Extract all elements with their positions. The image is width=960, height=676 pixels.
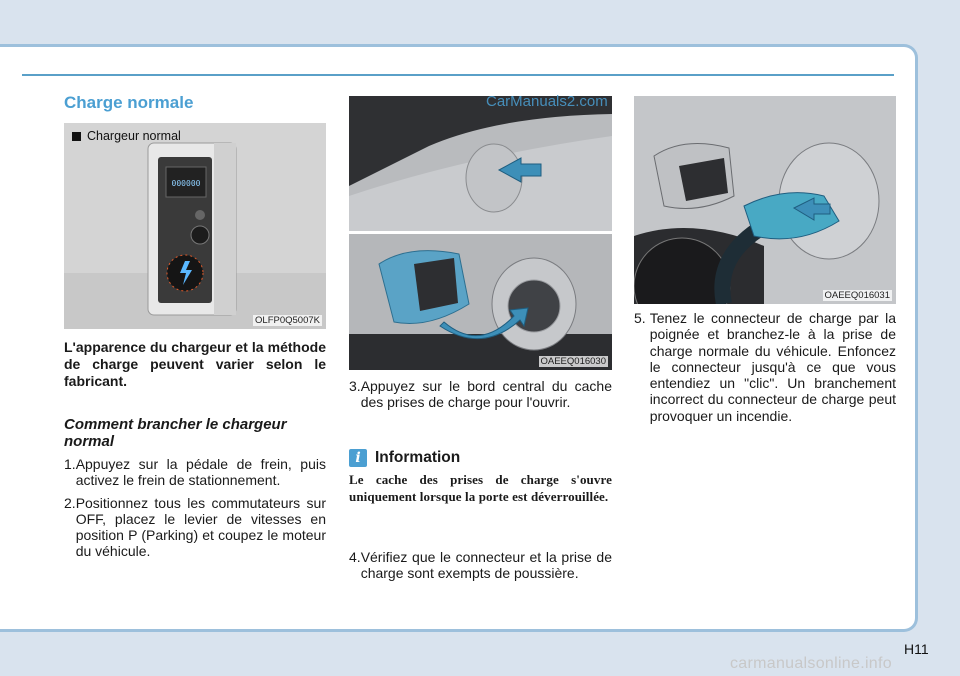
step-item: 2. Positionnez tous les commutateurs sur OFF, placez le levier de vitesses en position P (Parking) et coupez le moteur du véhicule.	[64, 494, 326, 560]
step-item: 5. Tenez le connecteur de charge par la poignée et branchez-le à la prise de charge normale du véhicule. Enfoncez le connecteur jusqu'à ce que vous entendiez un "clic". Un branchement incorrect du connecteur de charge peut provoquer un incendie.	[634, 310, 896, 424]
cover-open-illustration	[349, 234, 612, 370]
page-number: H11	[904, 641, 929, 657]
subsection-title: Comment brancher le chargeur normal	[64, 416, 287, 450]
charger-display: 000000	[171, 179, 201, 188]
header-rule	[22, 74, 894, 76]
cover-closed-illustration	[349, 96, 612, 231]
figure-code: OAEEQ016030	[540, 356, 606, 367]
charger-legend: Chargeur normal	[72, 129, 181, 143]
info-header	[349, 449, 460, 467]
charger-illustration	[64, 123, 326, 329]
figure-cover-open	[349, 234, 612, 370]
step-item: 3. Appuyez sur le bord central du cache des prises de charge pour l'ouvrir.	[349, 378, 612, 411]
figure-plug	[634, 96, 896, 304]
info-title: Information	[375, 449, 461, 466]
figure-charger	[64, 123, 326, 329]
info-text: Le cache des prises de charge s'ouvre uniquement lorsque la porte est déverrouillée.	[349, 472, 612, 504]
info-icon: i	[349, 449, 367, 467]
figure-code: OAEEQ016031	[824, 290, 890, 301]
step-item: 1. Appuyez sur la pédale de frein, puis activez le frein de stationnement.	[64, 456, 326, 489]
watermark: CarManuals2.com	[486, 93, 608, 110]
legend-square-icon	[72, 132, 81, 141]
note-bold: L'apparence du chargeur et la méthode de charge peuvent varier selon le fabricant.	[64, 339, 326, 389]
footer-watermark: carmanualsonline.info	[730, 655, 892, 672]
plug-illustration	[634, 96, 896, 304]
step-item: 4. Vérifiez que le connecteur et la prise de charge sont exempts de poussière.	[349, 549, 612, 582]
figure-code: OLFP0Q5007K	[255, 315, 320, 326]
section-title: Charge normale	[64, 93, 194, 112]
figure-cover-closed	[349, 96, 612, 231]
steps-col1	[64, 456, 326, 560]
